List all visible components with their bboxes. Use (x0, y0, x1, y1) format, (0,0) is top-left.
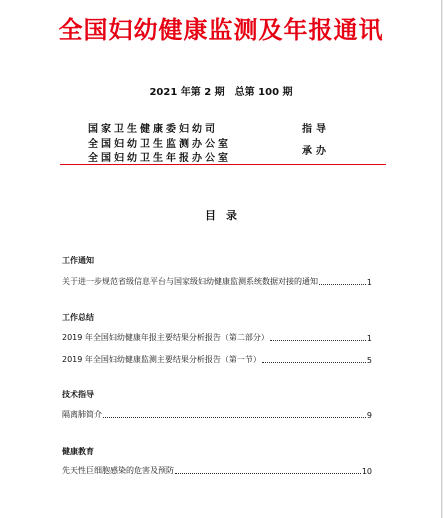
toc-section-heading: 技术指导 (62, 390, 94, 399)
toc-entry-page: 5 (366, 356, 372, 365)
toc-entry[interactable] (62, 409, 372, 420)
toc-entry-page: 10 (361, 467, 372, 476)
toc-entry-title: 关于进一步规范省级信息平台与国家级妇幼健康监测系统数据对接的通知 (62, 277, 318, 286)
toc-title: 目录 (205, 209, 247, 222)
toc-section-heading: 健康教育 (62, 447, 94, 456)
toc-entry-title: 2019 年全国妇幼健康监测主要结果分析报告（第一节） (62, 355, 261, 364)
toc-entry[interactable] (62, 465, 372, 476)
role-guidance: 指导 (302, 124, 330, 135)
toc-section-heading: 工作总结 (62, 313, 94, 322)
toc-entry-page: 1 (366, 334, 372, 343)
header-divider (60, 164, 386, 165)
role-host: 承办 (302, 146, 330, 157)
toc-entry-title: 2019 年全国妇幼健康年报主要结果分析报告（第二部分） (62, 333, 269, 342)
issue-line: 2021 年第 2 期 总第 100 期 (149, 87, 293, 98)
org-line-1: 国家卫生健康委妇幼司 (88, 124, 218, 135)
toc-entry[interactable] (62, 332, 372, 343)
toc-entry[interactable] (62, 354, 372, 365)
toc-leader-dots (270, 340, 366, 341)
toc-leader-dots (103, 417, 366, 418)
org-line-2: 全国妇幼卫生监测办公室 (88, 139, 231, 150)
toc-entry-title: 隔离肺简介 (62, 410, 102, 419)
masthead-title: 全国妇幼健康监测及年报通讯 (58, 16, 384, 44)
toc-entry[interactable] (62, 276, 372, 287)
org-line-3: 全国妇幼卫生年报办公室 (88, 153, 231, 164)
toc-entry-page: 9 (366, 411, 372, 420)
toc-leader-dots (262, 362, 366, 363)
toc-entry-title: 先天性巨细胞感染的危害及预防 (62, 466, 174, 475)
toc-leader-dots (319, 284, 366, 285)
toc-leader-dots (175, 473, 361, 474)
toc-section-heading: 工作通知 (62, 256, 94, 265)
toc-entry-page: 1 (366, 278, 372, 287)
